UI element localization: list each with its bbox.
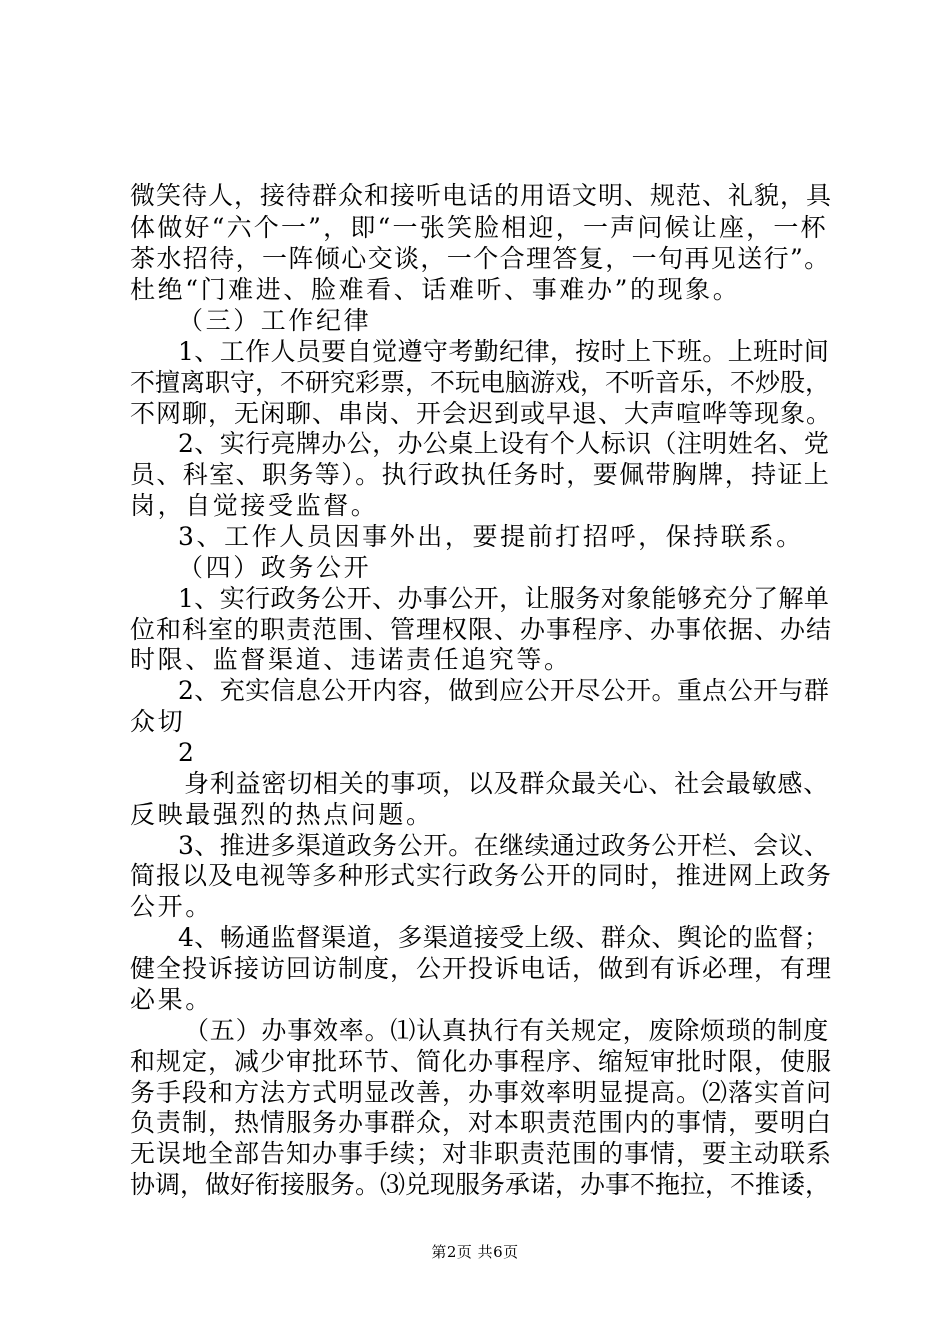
text-line: 位和科室的职责范围、管理权限、办事程序、办事依据、办结	[130, 615, 833, 644]
text-line: 协调，做好衔接服务。⑶兑现服务承诺，办事不拖拉，不推诿，	[130, 1170, 831, 1199]
text-line: 不擅离职守，不研究彩票，不玩电脑游戏，不听音乐，不炒股，	[130, 368, 831, 397]
text-line: 2、充实信息公开内容，做到应公开尽公开。重点公开与群	[178, 676, 830, 705]
text-line: 无误地全部告知办事手续；对非职责范围的事情，要主动联系	[130, 1139, 833, 1168]
text-line: 2、实行亮牌办公，办公桌上设有个人标识（注明姓名、党	[178, 429, 830, 458]
text-line: 茶水招待，一阵倾心交谈，一个合理答复，一句再见送行”。	[130, 244, 831, 273]
text-line: 健全投诉接访回访制度，公开投诉电话，做到有诉必理，有理	[130, 954, 833, 983]
text-line: 杜绝“门难进、脸难看、话难听、事难办”的现象。	[130, 275, 741, 304]
text-line: 身利益密切相关的事项，以及群众最关心、社会最敏感、	[184, 769, 830, 798]
text-line: 必果。	[130, 985, 213, 1014]
section-heading: （四）政务公开	[178, 553, 372, 582]
text-line: 岗，自觉接受监督。	[130, 491, 379, 520]
text-line: 务手段和方法方式明显改善，办事效率明显提高。⑵落实首问	[130, 1078, 833, 1107]
inline-page-number: 2	[178, 738, 197, 767]
text-line: 众切	[130, 707, 186, 736]
text-line: 不网聊，无闲聊、串岗、开会迟到或早退、大声喧哗等现象。	[130, 399, 833, 428]
text-line: 反映最强烈的热点问题。	[130, 800, 434, 829]
text-line: 1、工作人员要自觉遵守考勤纪律，按时上下班。上班时间	[178, 337, 830, 366]
text-line: 和规定，减少审批环节、简化办事程序、缩短审批时限，使服	[130, 1047, 833, 1076]
text-line: 微笑待人，接待群众和接听电话的用语文明、规范、礼貌，具	[130, 181, 833, 210]
text-line: 3、推进多渠道政务公开。在继续通过政务公开栏、会议、	[178, 831, 830, 860]
text-line: （五）办事效率。⑴认真执行有关规定，废除烦琐的制度	[184, 1016, 830, 1045]
page-footer	[0, 1242, 950, 1262]
text-line: 时限、监督渠道、违诺责任追究等。	[130, 645, 572, 674]
text-line: 公开。	[130, 892, 213, 921]
page-indicator: 第2页 共6页	[431, 1243, 519, 1261]
text-line: 3、工作人员因事外出，要提前打招呼，保持联系。	[178, 522, 804, 551]
text-line: 4、畅通监督渠道，多渠道接受上级、群众、舆论的监督；	[178, 923, 830, 952]
text-line: 简报以及电视等多种形式实行政务公开的同时，推进网上政务	[130, 861, 833, 890]
text-line: 1、实行政务公开、办事公开，让服务对象能够充分了解单	[178, 584, 830, 613]
section-heading: （三）工作纪律	[178, 306, 372, 335]
text-line: 体做好“六个一”，即“一张笑脸相迎，一声问候让座，一杯	[130, 213, 828, 242]
text-line: 负责制，热情服务办事群众，对本职责范围内的事情，要明白	[130, 1108, 833, 1137]
text-line: 员、科室、职务等）。执行政执任务时，要佩带胸牌，持证上	[130, 460, 831, 489]
